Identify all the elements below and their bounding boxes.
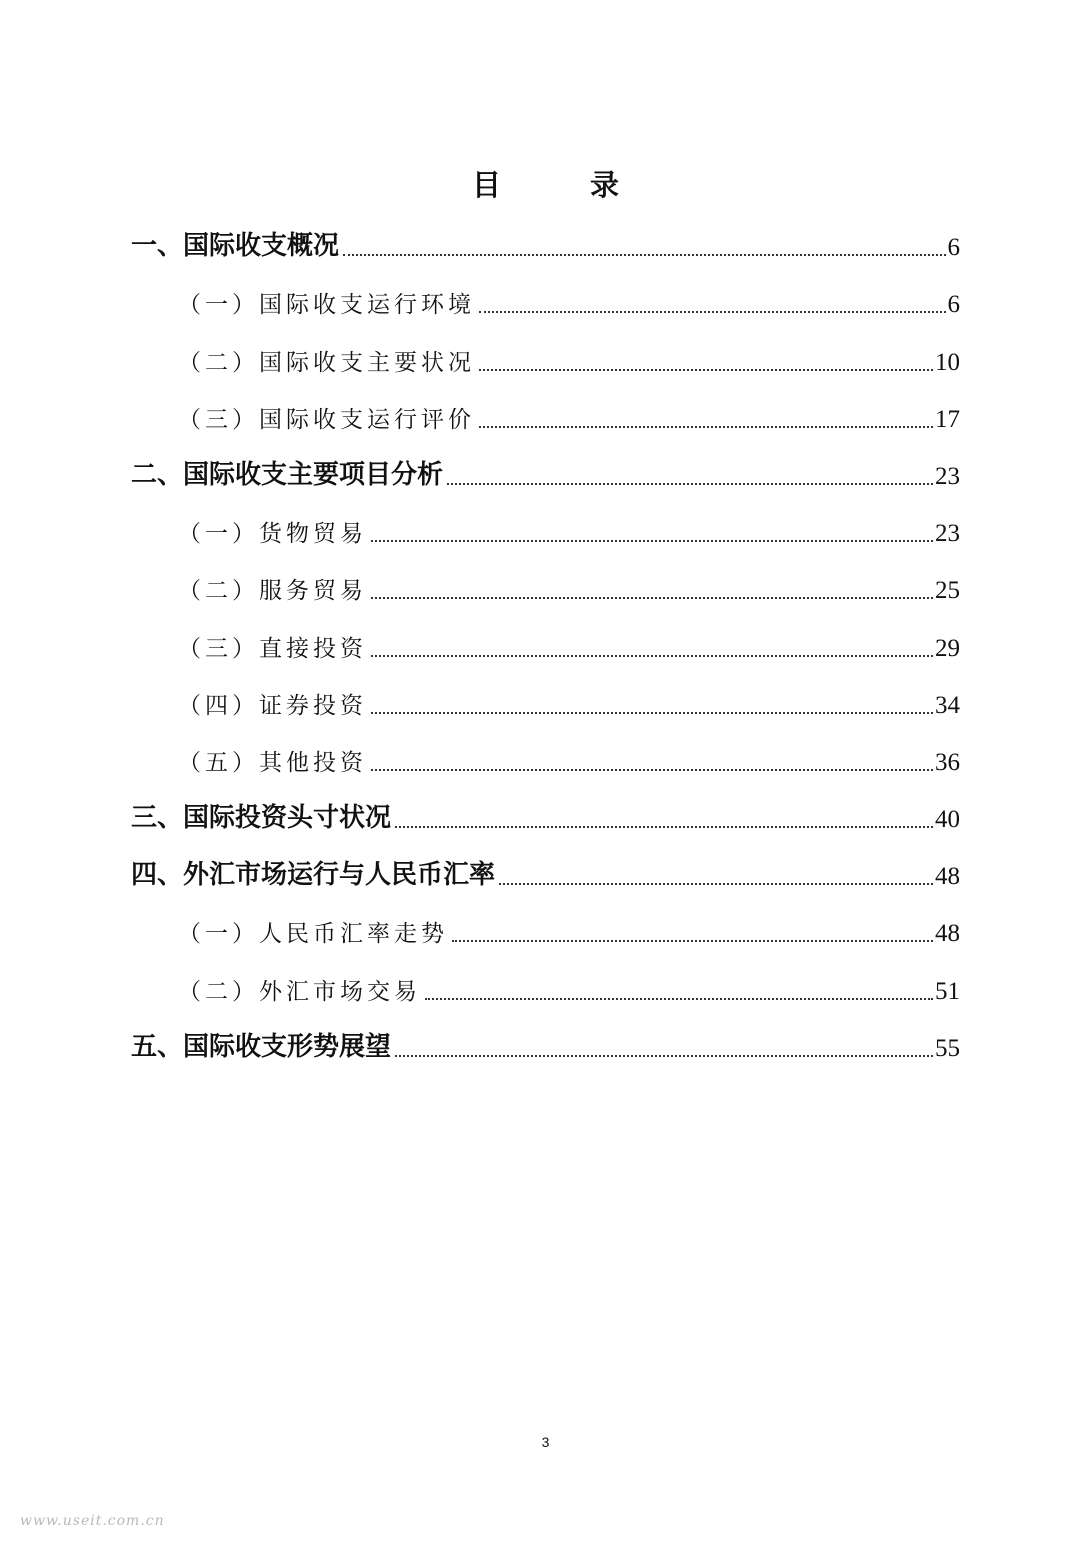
- toc-entry-label: （二）外汇市场交易: [178, 978, 421, 1005]
- toc-dot-leader: [343, 254, 945, 256]
- toc-entry-page: 51: [935, 977, 960, 1005]
- toc-entry-page: 40: [935, 806, 960, 834]
- toc-dot-leader: [447, 483, 933, 485]
- toc-dot-leader: [395, 1055, 933, 1057]
- toc-entry-page: 17: [935, 405, 960, 433]
- toc-entry-label: （三）国际收支运行评价: [178, 406, 475, 433]
- toc-dot-leader: [425, 998, 933, 1000]
- toc-chapter-entry[interactable]: [0, 786, 1091, 843]
- toc-entry-page: 10: [935, 348, 960, 376]
- toc-section-entry[interactable]: [0, 614, 1091, 671]
- toc-entry-label: （一）国际收支运行环境: [178, 292, 475, 319]
- toc-dot-leader: [479, 426, 933, 428]
- toc-dot-leader: [371, 769, 933, 771]
- toc-dot-leader: [479, 311, 946, 313]
- toc-entry-label: 一、国际收支概况: [131, 231, 340, 262]
- toc-entry-page: 34: [935, 691, 960, 719]
- toc-dot-leader: [371, 597, 933, 599]
- toc-dot-leader: [395, 826, 933, 828]
- toc-section-entry[interactable]: [0, 957, 1091, 1014]
- toc-entry-page: 6: [947, 234, 960, 262]
- toc-entry-label: 二、国际收支主要项目分析: [131, 459, 444, 490]
- toc-entry-label: （二）国际收支主要状况: [178, 349, 475, 376]
- toc-chapter-entry[interactable]: [0, 214, 1091, 271]
- toc-section-entry[interactable]: [0, 729, 1091, 786]
- toc-dot-leader: [371, 655, 933, 657]
- toc-entry-label: 四、外汇市场运行与人民币汇率: [131, 860, 496, 891]
- toc-dot-leader: [371, 540, 933, 542]
- toc-chapter-entry[interactable]: [0, 1015, 1091, 1072]
- toc-entry-label: （三）直接投资: [178, 635, 367, 662]
- toc-entry-label: （一）人民币汇率走势: [178, 921, 448, 948]
- toc-section-entry[interactable]: [0, 672, 1091, 729]
- toc-entry-page: 23: [935, 462, 960, 490]
- toc-dot-leader: [499, 883, 933, 885]
- toc-chapter-entry[interactable]: [0, 843, 1091, 900]
- toc-section-entry[interactable]: [0, 271, 1091, 328]
- toc-entry-page: 25: [935, 577, 960, 605]
- toc-dot-leader: [371, 712, 933, 714]
- toc-entry-page: 23: [935, 520, 960, 548]
- page-number: 3: [541, 1434, 550, 1450]
- toc-entry-label: （四）证券投资: [178, 692, 367, 719]
- toc-section-entry[interactable]: [0, 500, 1091, 557]
- toc-chapter-entry[interactable]: [0, 443, 1091, 500]
- toc-title: 目 录: [471, 168, 649, 202]
- toc-entry-page: 48: [935, 920, 960, 948]
- toc-dot-leader: [452, 940, 933, 942]
- toc-entry-page: 6: [947, 291, 960, 319]
- toc-section-entry[interactable]: [0, 900, 1091, 957]
- toc-entry-page: 55: [935, 1034, 960, 1062]
- toc-entry-label: （一）货物贸易: [178, 521, 367, 548]
- toc-section-entry[interactable]: [0, 386, 1091, 443]
- toc-entry-page: 48: [935, 863, 960, 891]
- toc-section-entry[interactable]: [0, 557, 1091, 614]
- toc-entry-page: 36: [935, 748, 960, 776]
- toc-entry-label: 五、国际收支形势展望: [131, 1031, 392, 1062]
- toc-entry-label: （二）服务贸易: [178, 578, 367, 605]
- table-of-contents: [0, 214, 1091, 1072]
- toc-section-entry[interactable]: [0, 328, 1091, 385]
- watermark: www.useit.com.cn: [20, 1513, 165, 1529]
- toc-entry-label: （五）其他投资: [178, 749, 367, 776]
- toc-dot-leader: [479, 369, 933, 371]
- toc-entry-page: 29: [935, 634, 960, 662]
- toc-entry-label: 三、国际投资头寸状况: [131, 803, 392, 834]
